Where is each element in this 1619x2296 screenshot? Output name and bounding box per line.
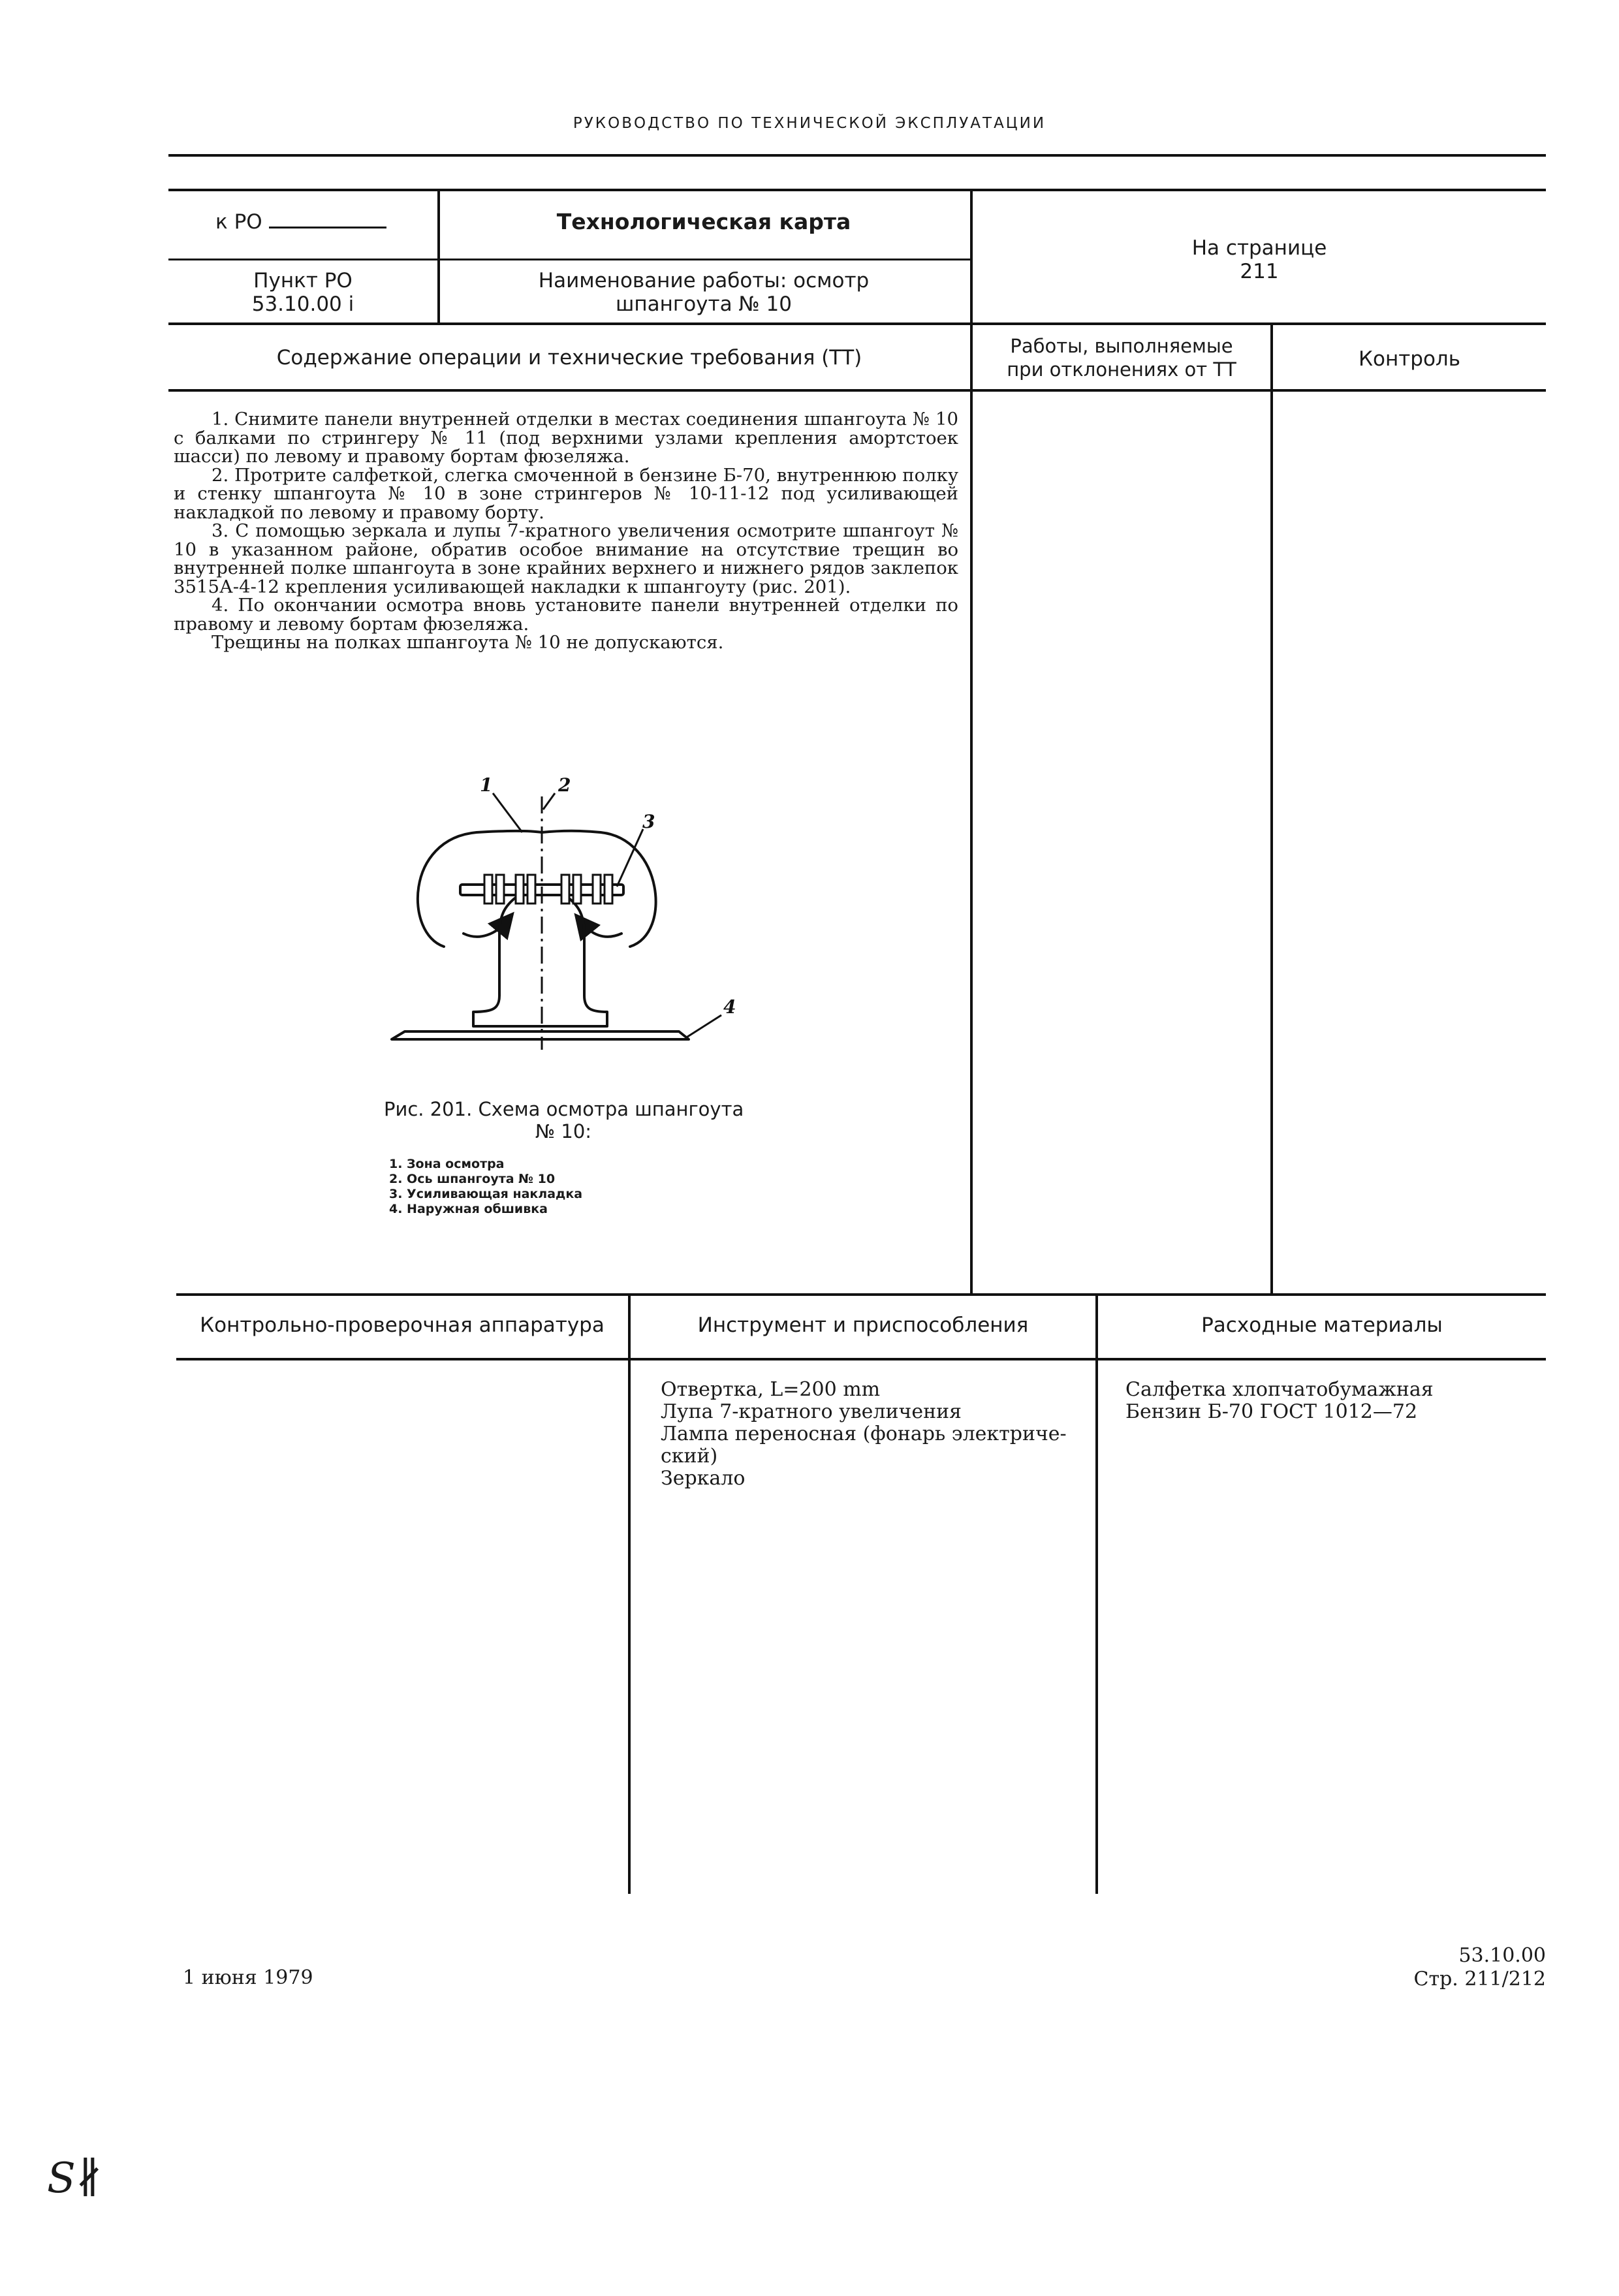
rivet bbox=[516, 875, 524, 904]
leader-1 bbox=[493, 793, 522, 832]
callout-3: 3 bbox=[642, 811, 655, 832]
figure-legend bbox=[389, 1157, 715, 1217]
card-title: Технологическая карта bbox=[556, 209, 851, 234]
outer-skin bbox=[392, 1031, 689, 1039]
rivet bbox=[593, 875, 601, 904]
figure-caption-line2: № 10: bbox=[535, 1120, 592, 1142]
tool-item: Зеркало bbox=[661, 1467, 746, 1490]
control-column-divider bbox=[1270, 322, 1273, 1293]
deviations-header-line2: при отклонениях от ТТ bbox=[1007, 358, 1236, 381]
page-label: На странице bbox=[1191, 236, 1327, 260]
ref-blank-line bbox=[269, 227, 386, 228]
doc-code: 53.10.00 bbox=[1458, 1944, 1546, 1967]
callout-2: 2 bbox=[558, 774, 571, 796]
bottom-table-top-border bbox=[176, 1293, 1546, 1296]
rivet bbox=[561, 875, 569, 904]
columns-header-bottom-rule bbox=[168, 389, 1546, 392]
tool-item: Лупа 7-кратного увеличения bbox=[661, 1400, 962, 1423]
inspection-zone-outline bbox=[418, 831, 656, 947]
card-mid-rule bbox=[168, 259, 973, 260]
tool-item: Лампа переносная (фонарь электриче- bbox=[661, 1423, 1067, 1445]
materials-column-header: Расходные материалы bbox=[1201, 1313, 1443, 1337]
page-number: 211 bbox=[1240, 260, 1279, 283]
step-4: 4. По окончании осмотра вновь установите панели внутренней отделки по правому и левому бортам фюзеляжа. bbox=[174, 595, 958, 635]
content-column-header: Содержание операции и технические требования (ТТ) bbox=[276, 346, 862, 370]
rivet bbox=[496, 875, 504, 904]
tools-column-header: Инструмент и приспособления bbox=[697, 1313, 1029, 1337]
step-1: 1. Снимите панели внутренней отделки в местах соединения шпангоута № 10 с балками по стрингеру № 11 (под верхними узлами крепления амортстоек шасси) по левому и правому бортам фюзеляжа. bbox=[174, 409, 958, 467]
deviations-header-line1: Работы, выполняемые bbox=[1010, 335, 1233, 357]
header-rule bbox=[168, 154, 1546, 157]
frame-web bbox=[473, 895, 607, 1026]
callout-1: 1 bbox=[480, 774, 493, 796]
rivet bbox=[605, 875, 612, 904]
requirement-note: Трещины на полках шпангоута № 10 не допускаются. bbox=[212, 632, 724, 653]
leader-4 bbox=[685, 1015, 721, 1038]
frame-inspection-diagram bbox=[366, 770, 744, 1064]
ref-field bbox=[215, 210, 386, 234]
page-reference: Стр. 211/212 bbox=[1413, 1968, 1546, 1990]
material-item: Бензин Б-70 ГОСТ 1012—72 bbox=[1125, 1400, 1418, 1423]
card-header-bottom-rule bbox=[168, 322, 1546, 325]
legend-item: 3. Усиливающая накладка bbox=[389, 1187, 583, 1201]
manual-title: РУКОВОДСТВО ПО ТЕХНИЧЕСКОЙ ЭКСПЛУАТАЦИИ bbox=[573, 115, 1046, 132]
rivet bbox=[573, 875, 581, 904]
tool-item-continued: ский) bbox=[661, 1445, 718, 1468]
bottom-table-header-rule bbox=[176, 1358, 1546, 1360]
equipment-column-header: Контрольно-проверочная аппаратура bbox=[200, 1313, 605, 1337]
materials-list bbox=[1125, 1379, 1543, 1423]
legend-item: 2. Ось шпангоута № 10 bbox=[389, 1172, 556, 1186]
card-top-border bbox=[168, 189, 1546, 191]
step-2: 2. Протрите салфеткой, слегка смоченной в бензине Б-70, внутреннюю полку и стенку шпангоута № 10 в зоне стрингеров № 10-11-12 под усиливающей накладкой по левому и правому борту. bbox=[174, 464, 958, 523]
leader-2 bbox=[543, 793, 555, 810]
material-item: Салфетка хлопчатобумажная bbox=[1125, 1378, 1434, 1401]
procedure-steps bbox=[174, 410, 958, 652]
handwritten-mark: Ѕ∦ bbox=[47, 2154, 102, 2203]
issue-date: 1 июня 1979 bbox=[183, 1966, 313, 1989]
ref-label: к РО bbox=[215, 210, 262, 234]
legend-item: 1. Зона осмотра bbox=[389, 1157, 505, 1171]
bottom-divider-1 bbox=[628, 1293, 631, 1894]
rivet bbox=[484, 875, 492, 904]
bottom-divider-2 bbox=[1095, 1293, 1098, 1894]
tools-list bbox=[661, 1379, 1085, 1490]
item-label: Пункт РО bbox=[253, 269, 353, 292]
control-column-header: Контроль bbox=[1358, 347, 1461, 371]
figure-caption-line1: Рис. 201. Схема осмотра шпангоута bbox=[384, 1098, 744, 1120]
figure-caption bbox=[384, 1098, 776, 1142]
legend-item: 4. Наружная обшивка bbox=[389, 1202, 548, 1216]
step-3: 3. С помощью зеркала и лупы 7-кратного увеличения осмотрите шпангоут № 10 в указанном районе, обратив особое внимание на отсутствие трещин во внутренней полке шпангоута в зоне крайних верхнего и нижнего рядов заклепок 3515А-4-12 крепления усиливающей накладки к шпангоуту (рис. 201). bbox=[174, 520, 958, 597]
inspection-arrow-right bbox=[582, 923, 621, 937]
work-name-line2: шпангоута № 10 bbox=[616, 292, 792, 316]
item-number: 53.10.00 i bbox=[251, 292, 354, 316]
rivet bbox=[527, 875, 535, 904]
callout-4: 4 bbox=[723, 996, 736, 1018]
tool-item: Отвертка, L=200 mm bbox=[661, 1378, 881, 1401]
work-name-line1: Наименование работы: осмотр bbox=[538, 269, 870, 292]
